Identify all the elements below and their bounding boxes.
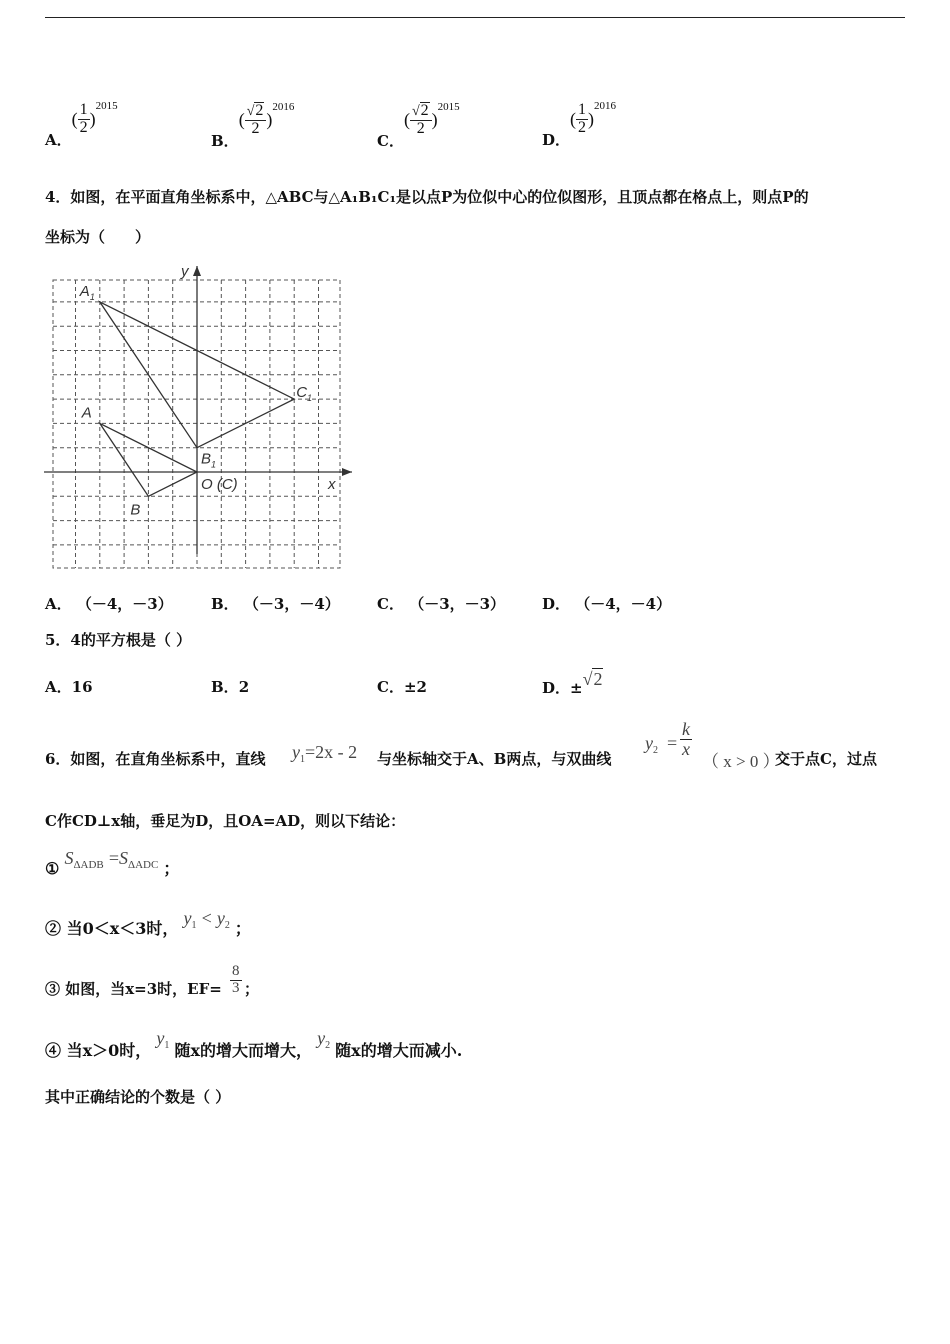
q3-option-1: B．( $\frac{√2}{2}$ )$^{2016}$: [211, 100, 295, 150]
q3-option-3: D．( $\frac{1}{2}$ )$^{2016}$: [542, 100, 617, 150]
q6-conclusion-3: ③ 如图，当x=3时，EF=: [45, 980, 222, 998]
label-c1: $C_1$: [296, 384, 313, 404]
label-x-axis: x: [328, 476, 336, 493]
q6-condition: （ x > 0 ）: [702, 752, 780, 771]
label-a1: $A_1$: [79, 282, 95, 302]
header-rule: [45, 17, 905, 18]
q6-conclusion-4: ④ 当x＞0时， $y_1$ 随x的增大而增大， $y_2$ 随x的增大而减小.: [45, 1028, 463, 1060]
q4-option-3: D． （－4，－4）: [542, 595, 672, 613]
q6-conclusion-2: ② 当0＜x＜3时， $y_1 < y_2$ ；: [45, 908, 251, 938]
coordinate-figure: [40, 262, 360, 572]
q6-hyperbola-lhs: $y_2$: [645, 733, 658, 756]
q3-option-2: C．( $\frac{√2}{2}$ )$^{2015}$: [377, 100, 460, 150]
q4-option-2: C． （－3，－3）: [377, 595, 506, 613]
q6-end-line1: 交于点C，过点: [775, 750, 877, 768]
q5-option-3: D．±√2: [542, 669, 603, 697]
q4-stem-line1: 4．如图，在平面直角坐标系中，△ABC与△A₁B₁C₁是以点P为位似中心的位似图形，且顶点都在格点上，则点P的: [45, 188, 809, 206]
label-a: A: [81, 404, 92, 422]
q6-conclusion-1: ① $S_{\Delta ADB} =S_{\Delta ADC}$ ；: [45, 848, 180, 878]
q6-mid-text: 与坐标轴交于A、B两点，与双曲线: [377, 750, 612, 768]
q4-option-0: A． （－4，－3）: [45, 595, 173, 613]
q6-hyperbola-fraction: $\frac{k}{x}$: [682, 719, 690, 759]
y-axis-arrow: [193, 266, 201, 276]
q5-option-2: C．±2: [377, 678, 427, 696]
label-o-c: O (C): [201, 476, 238, 493]
q5-stem: 5．4的平方根是（ ）: [45, 631, 192, 649]
q6-line-equation: $y_1=2x - 2$: [292, 742, 358, 765]
q5-option-0: A．16: [45, 678, 93, 696]
q6-hyperbola-eq: =: [667, 733, 678, 753]
x-axis-arrow: [342, 468, 352, 476]
q6-final-question: 其中正确结论的个数是（ ）: [45, 1088, 231, 1106]
q6-intro: 6．如图，在直角坐标系中，直线: [45, 750, 266, 768]
q4-stem-line2: 坐标为（ ）: [45, 228, 151, 246]
q6-conclusion-3-end: ；: [244, 980, 260, 998]
label-y-axis: y: [181, 263, 189, 280]
q3-option-0: A．( $\frac{1}{2}$ )$^{2015}$: [45, 100, 118, 150]
q5-option-1: B．2: [211, 678, 250, 696]
label-b1: $B_1$: [201, 450, 217, 470]
q6-ef-fraction: $\frac{8}{3}$: [232, 963, 240, 996]
q4-option-1: B． （－3，－4）: [211, 595, 340, 613]
label-b: B: [130, 501, 141, 519]
q6-line2: C作CD⊥x轴，垂足为D，且OA=AD，则以下结论：: [45, 812, 406, 830]
